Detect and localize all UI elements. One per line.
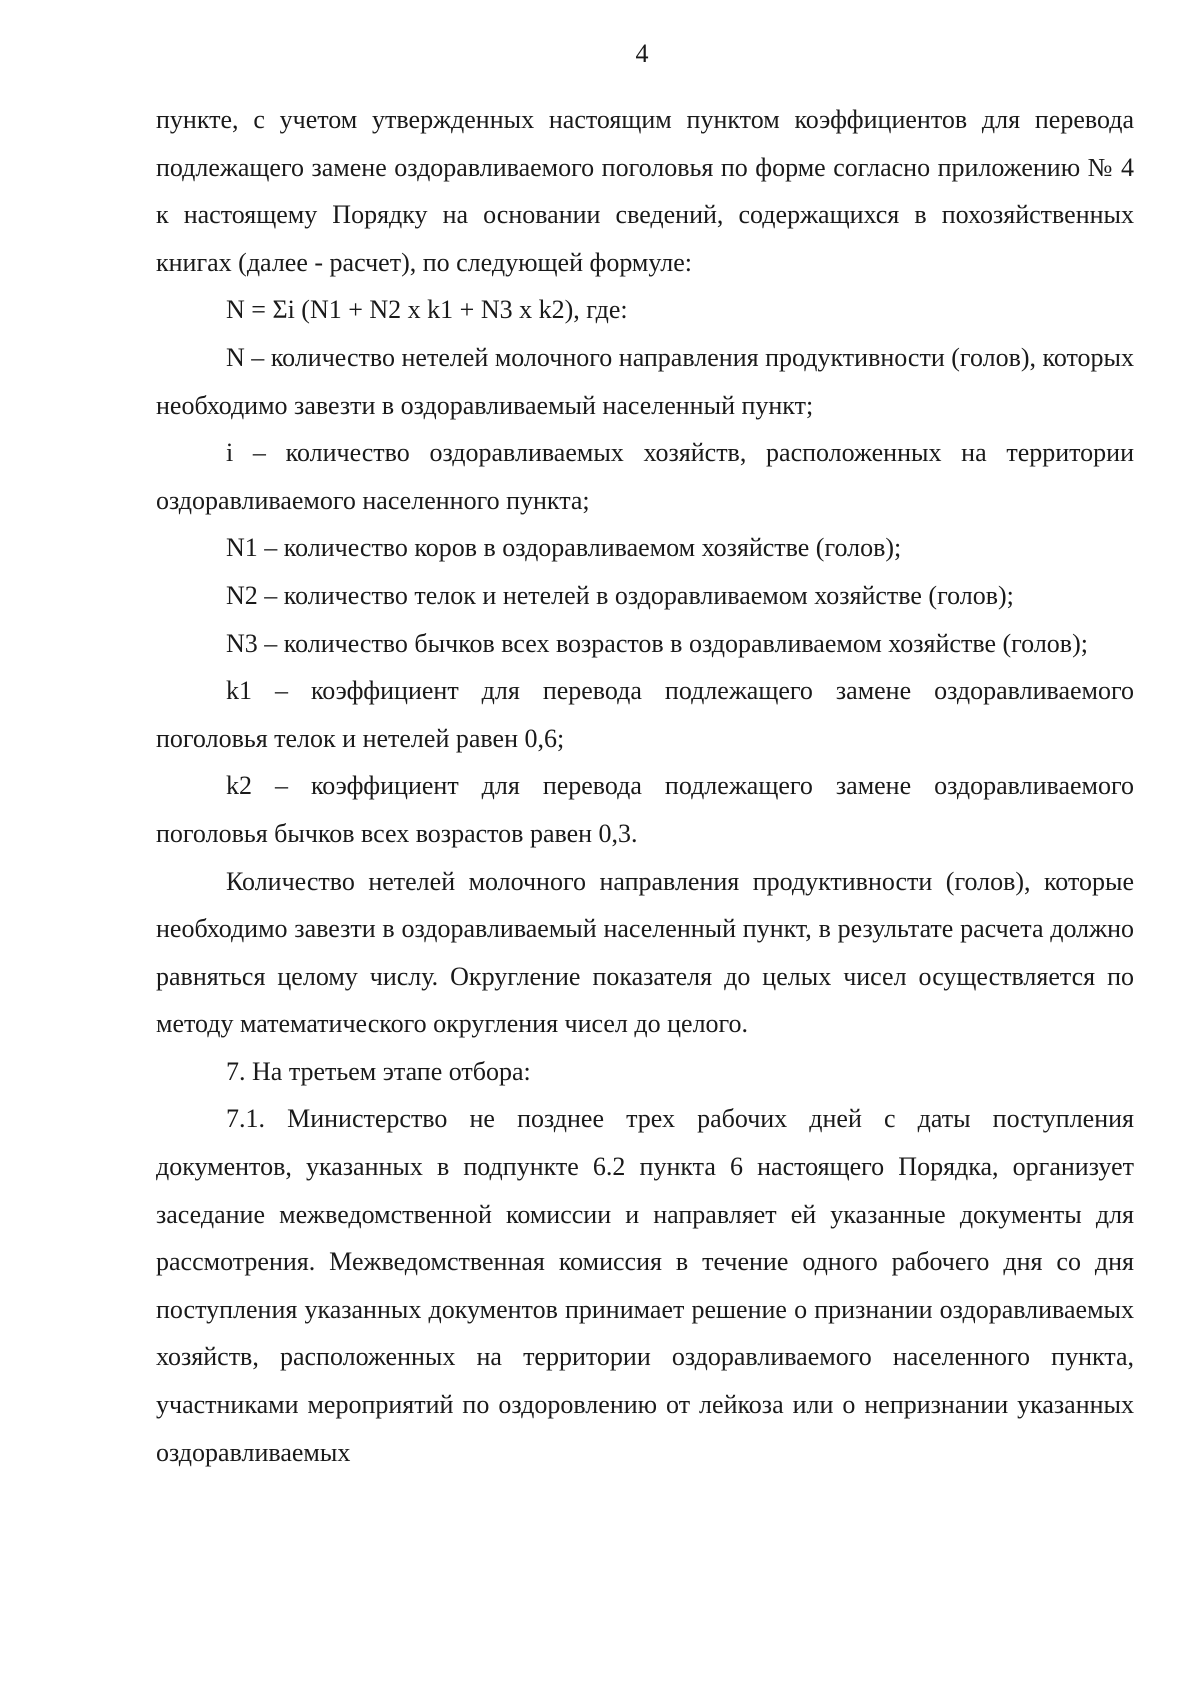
definition-k2: k2 – коэффициент для перевода подлежащего замене оздоравливаемого поголовья бычков всех возрастов равен 0,3. [156,771,1134,848]
item-7-heading: 7. На третьем этапе отбора: [226,1056,531,1086]
page-number: 4 [635,39,649,68]
document-body [156,96,1134,1476]
definition-n2: N2 – количество телок и нетелей в оздоравливаемом хозяйстве (голов); [226,580,1014,610]
definition-n3: N3 – количество бычков всех возрастов в оздоравливаемом хозяйстве (голов); [226,628,1088,658]
paragraph-continuation: пункте, с учетом утвержденных настоящим пунктом коэффициентов для перевода подлежащего замене оздоравливаемого поголовья по форме согласно приложению № 4 к настоящему Порядку на основании сведений, содержащихся в похозяйственных книгах (далее - расчет), по следующей формуле: [156,105,1134,277]
definition-i: i – количество оздоравливаемых хозяйств, расположенных на территории оздоравливаемого населенного пункта; [156,438,1134,515]
formula-line: N = Σi (N1 + N2 x k1 + N3 x k2), где: [226,295,628,325]
item-7-1-paragraph: 7.1. Министерство не позднее трех рабочих дней с даты поступления документов, указанных в подпункте 6.2 пункта 6 настоящего Порядка, организует заседание межведомственной комиссии и направляет ей указанные документы для рассмотрения. Межведомственная комиссия в течение одного рабочего дня со дня поступления указанных документов принимает решение о признании оздоравливаемых хозяйств, расположенных на территории оздоравливаемого населенного пункта, участниками мероприятий по оздоровлению от лейкоза или о непризнании указанных оздоравливаемых [156,1104,1134,1467]
definition-k1: k1 – коэффициент для перевода подлежащего замене оздоравливаемого поголовья телок и нетелей равен 0,6; [156,676,1134,753]
rounding-paragraph: Количество нетелей молочного направления продуктивности (голов), которые необходимо завезти в оздоравливаемый населенный пункт, в результате расчета должно равняться целому числу. Округление показателя до целых чисел осуществляется по методу математического округления чисел до целого. [156,866,1134,1039]
definition-n: N – количество нетелей молочного направления продуктивности (голов), которых необходимо завезти в оздоравливаемый населенный пункт; [156,342,1134,420]
definition-n1: N1 – количество коров в оздоравливаемом хозяйстве (голов); [226,533,902,563]
